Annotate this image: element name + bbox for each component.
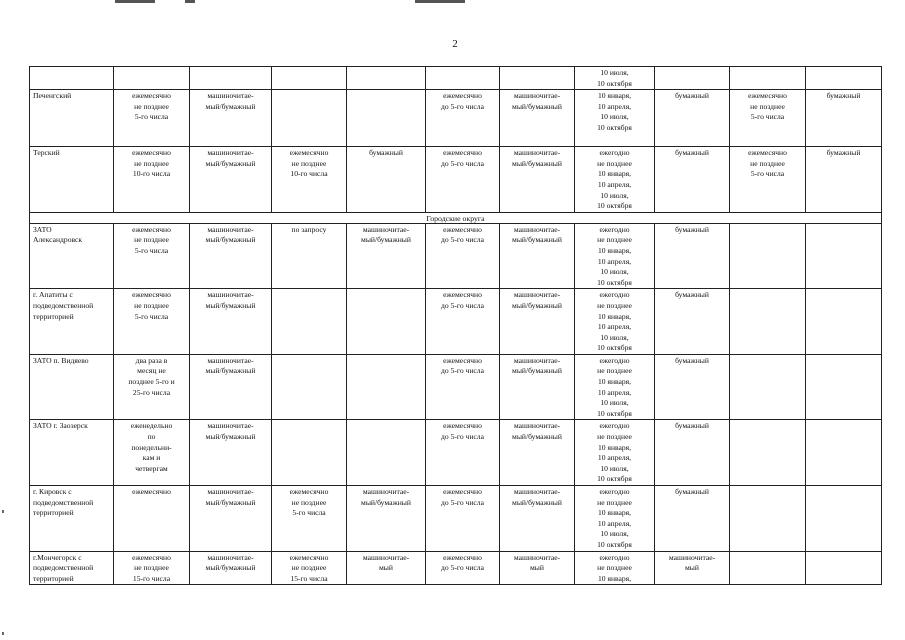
- table-cell: [806, 420, 882, 486]
- edge-mark: [2, 510, 4, 513]
- table-cell: машиночитае- мый/бумажный: [190, 289, 272, 355]
- table-cell: [806, 354, 882, 420]
- table-cell: машиночитае- мый/бумажный: [500, 147, 575, 213]
- table-cell: ежемесячно до 5-го числа: [426, 289, 500, 355]
- table-cell: бумажный: [806, 147, 882, 213]
- table-cell: [806, 223, 882, 289]
- table-cell: еженедельно по понедельни- кам и четвергам: [114, 420, 190, 486]
- table-cell: ежегодно не позднее 10 января, 10 апреля, 10 июля, 10 октября: [575, 420, 655, 486]
- municipality-name: ЗАТО п. Видяево: [30, 354, 114, 420]
- table-cell: [806, 289, 882, 355]
- table-cell: машиночитае- мый/бумажный: [500, 223, 575, 289]
- table-cell: бумажный: [655, 354, 730, 420]
- table-cell: ежемесячно не позднее 5-го числа: [114, 289, 190, 355]
- municipality-name: ЗАТО Александровск: [30, 223, 114, 289]
- table-cell: по запросу: [272, 223, 347, 289]
- table-cell: [347, 90, 426, 147]
- table-cell: ежегодно не позднее 10 января, 10 апреля, 10 июля, 10 октября: [575, 147, 655, 213]
- table-cell: [272, 67, 347, 90]
- table-cell: машиночитае- мый/бумажный: [500, 420, 575, 486]
- group-title: Городские округа: [30, 212, 882, 223]
- table-cell: ежегодно не позднее 10 января, 10 апреля, 10 июля, 10 октября: [575, 223, 655, 289]
- table-cell: [500, 67, 575, 90]
- table-cell: машиночитае- мый/бумажный: [347, 486, 426, 552]
- table-cell: машиночитае- мый/бумажный: [500, 289, 575, 355]
- table-cell: ежемесячно не позднее 5-го числа: [730, 90, 806, 147]
- table-cell: [806, 67, 882, 90]
- table-row: [30, 551, 882, 585]
- table-cell: [730, 289, 806, 355]
- municipality-name: г.Мончегорск с подведомственной территорией: [30, 551, 114, 585]
- table-cell: машиночитае- мый/бумажный: [190, 420, 272, 486]
- table-cell: ежегодно не позднее 10 января, 10 апреля, 10 июля, 10 октября: [575, 289, 655, 355]
- table-cell: ежемесячно не позднее 10-го числа: [272, 147, 347, 213]
- table-cell: ежемесячно до 5-го числа: [426, 486, 500, 552]
- table-cell: машиночитае- мый/бумажный: [190, 90, 272, 147]
- table-cell: [347, 354, 426, 420]
- table-cell: [730, 223, 806, 289]
- table-cell: [190, 67, 272, 90]
- table-cell: ежемесячно не позднее 15-го числа: [114, 551, 190, 585]
- table-cell: ежемесячно до 5-го числа: [426, 354, 500, 420]
- group-header-row: [30, 212, 882, 223]
- table-cell: [272, 90, 347, 147]
- table-cell: машиночитае- мый/бумажный: [190, 147, 272, 213]
- table-cell: 10 июля, 10 октября: [575, 67, 655, 90]
- table-cell: [730, 67, 806, 90]
- table-cell: машиночитае- мый/бумажный: [500, 486, 575, 552]
- table-cell: [272, 354, 347, 420]
- table-cell: машиночитае- мый/бумажный: [190, 486, 272, 552]
- table-cell: машиночитае- мый: [655, 551, 730, 585]
- table-cell: машиночитае- мый/бумажный: [190, 223, 272, 289]
- table-cell: бумажный: [655, 147, 730, 213]
- schedule-table: [29, 66, 882, 585]
- table-cell: машиночитае- мый/бумажный: [190, 551, 272, 585]
- table-cell: [806, 551, 882, 585]
- table-row: [30, 67, 882, 90]
- table-cell: машиночитае- мый/бумажный: [190, 354, 272, 420]
- table-row: [30, 420, 882, 486]
- table-cell: 10 января, 10 апреля, 10 июля, 10 октября: [575, 90, 655, 147]
- table-cell: бумажный: [655, 289, 730, 355]
- table-cell: [114, 67, 190, 90]
- table-row: [30, 354, 882, 420]
- table-cell: бумажный: [655, 223, 730, 289]
- table-cell: [347, 289, 426, 355]
- table-cell: [806, 486, 882, 552]
- table-cell: ежемесячно до 5-го числа: [426, 90, 500, 147]
- table-cell: машиночитае- мый/бумажный: [500, 90, 575, 147]
- top-edge-marks: [115, 0, 475, 4]
- table-cell: два раза в месяц не позднее 5-го и 25-го числа: [114, 354, 190, 420]
- municipality-name: г. Кировск с подведомственной территорией: [30, 486, 114, 552]
- table-cell: ежемесячно до 5-го числа: [426, 551, 500, 585]
- edge-mark: [2, 632, 4, 635]
- table-cell: ежегодно не позднее 10 января, 10 апреля, 10 июля, 10 октября: [575, 486, 655, 552]
- table-cell: бумажный: [347, 147, 426, 213]
- table-row: [30, 90, 882, 147]
- table-cell: ежемесячно не позднее 15-го числа: [272, 551, 347, 585]
- table-cell: [730, 420, 806, 486]
- table-cell: бумажный: [655, 420, 730, 486]
- table-cell: ежегодно не позднее 10 января,: [575, 551, 655, 585]
- table-row: [30, 289, 882, 355]
- municipality-name: Печенгский: [30, 90, 114, 147]
- table-cell: [730, 486, 806, 552]
- table-cell: [272, 289, 347, 355]
- table-cell: машиночитае- мый: [347, 551, 426, 585]
- table-cell: [347, 67, 426, 90]
- table-cell: [347, 420, 426, 486]
- municipality-name: ЗАТО г. Заозерск: [30, 420, 114, 486]
- table-cell: ежемесячно не позднее 5-го числа: [114, 90, 190, 147]
- table-cell: [730, 551, 806, 585]
- municipality-name: г. Апатиты с подведомственной территорией: [30, 289, 114, 355]
- table-cell: ежемесячно не позднее 5-го числа: [114, 223, 190, 289]
- table-row: [30, 486, 882, 552]
- table-cell: ежемесячно не позднее 5-го числа: [730, 147, 806, 213]
- table-row: [30, 147, 882, 213]
- table-cell: [272, 420, 347, 486]
- table-cell: бумажный: [655, 90, 730, 147]
- table-cell: ежемесячно не позднее 5-го числа: [272, 486, 347, 552]
- table-cell: машиночитае- мый/бумажный: [347, 223, 426, 289]
- table-cell: бумажный: [655, 486, 730, 552]
- table-cell: [30, 67, 114, 90]
- table-cell: ежемесячно до 5-го числа: [426, 147, 500, 213]
- table-cell: ежемесячно до 5-го числа: [426, 223, 500, 289]
- table-cell: машиночитае- мый: [500, 551, 575, 585]
- table-cell: [730, 354, 806, 420]
- page-number: 2: [452, 38, 458, 50]
- table-cell: [426, 67, 500, 90]
- table-cell: ежемесячно до 5-го числа: [426, 420, 500, 486]
- table-cell: машиночитае- мый/бумажный: [500, 354, 575, 420]
- table-cell: ежемесячно не позднее 10-го числа: [114, 147, 190, 213]
- table-cell: бумажный: [806, 90, 882, 147]
- table-cell: ежемесячно: [114, 486, 190, 552]
- municipality-name: Терский: [30, 147, 114, 213]
- table-cell: [655, 67, 730, 90]
- table-row: [30, 223, 882, 289]
- table-cell: ежегодно не позднее 10 января, 10 апреля, 10 июля, 10 октября: [575, 354, 655, 420]
